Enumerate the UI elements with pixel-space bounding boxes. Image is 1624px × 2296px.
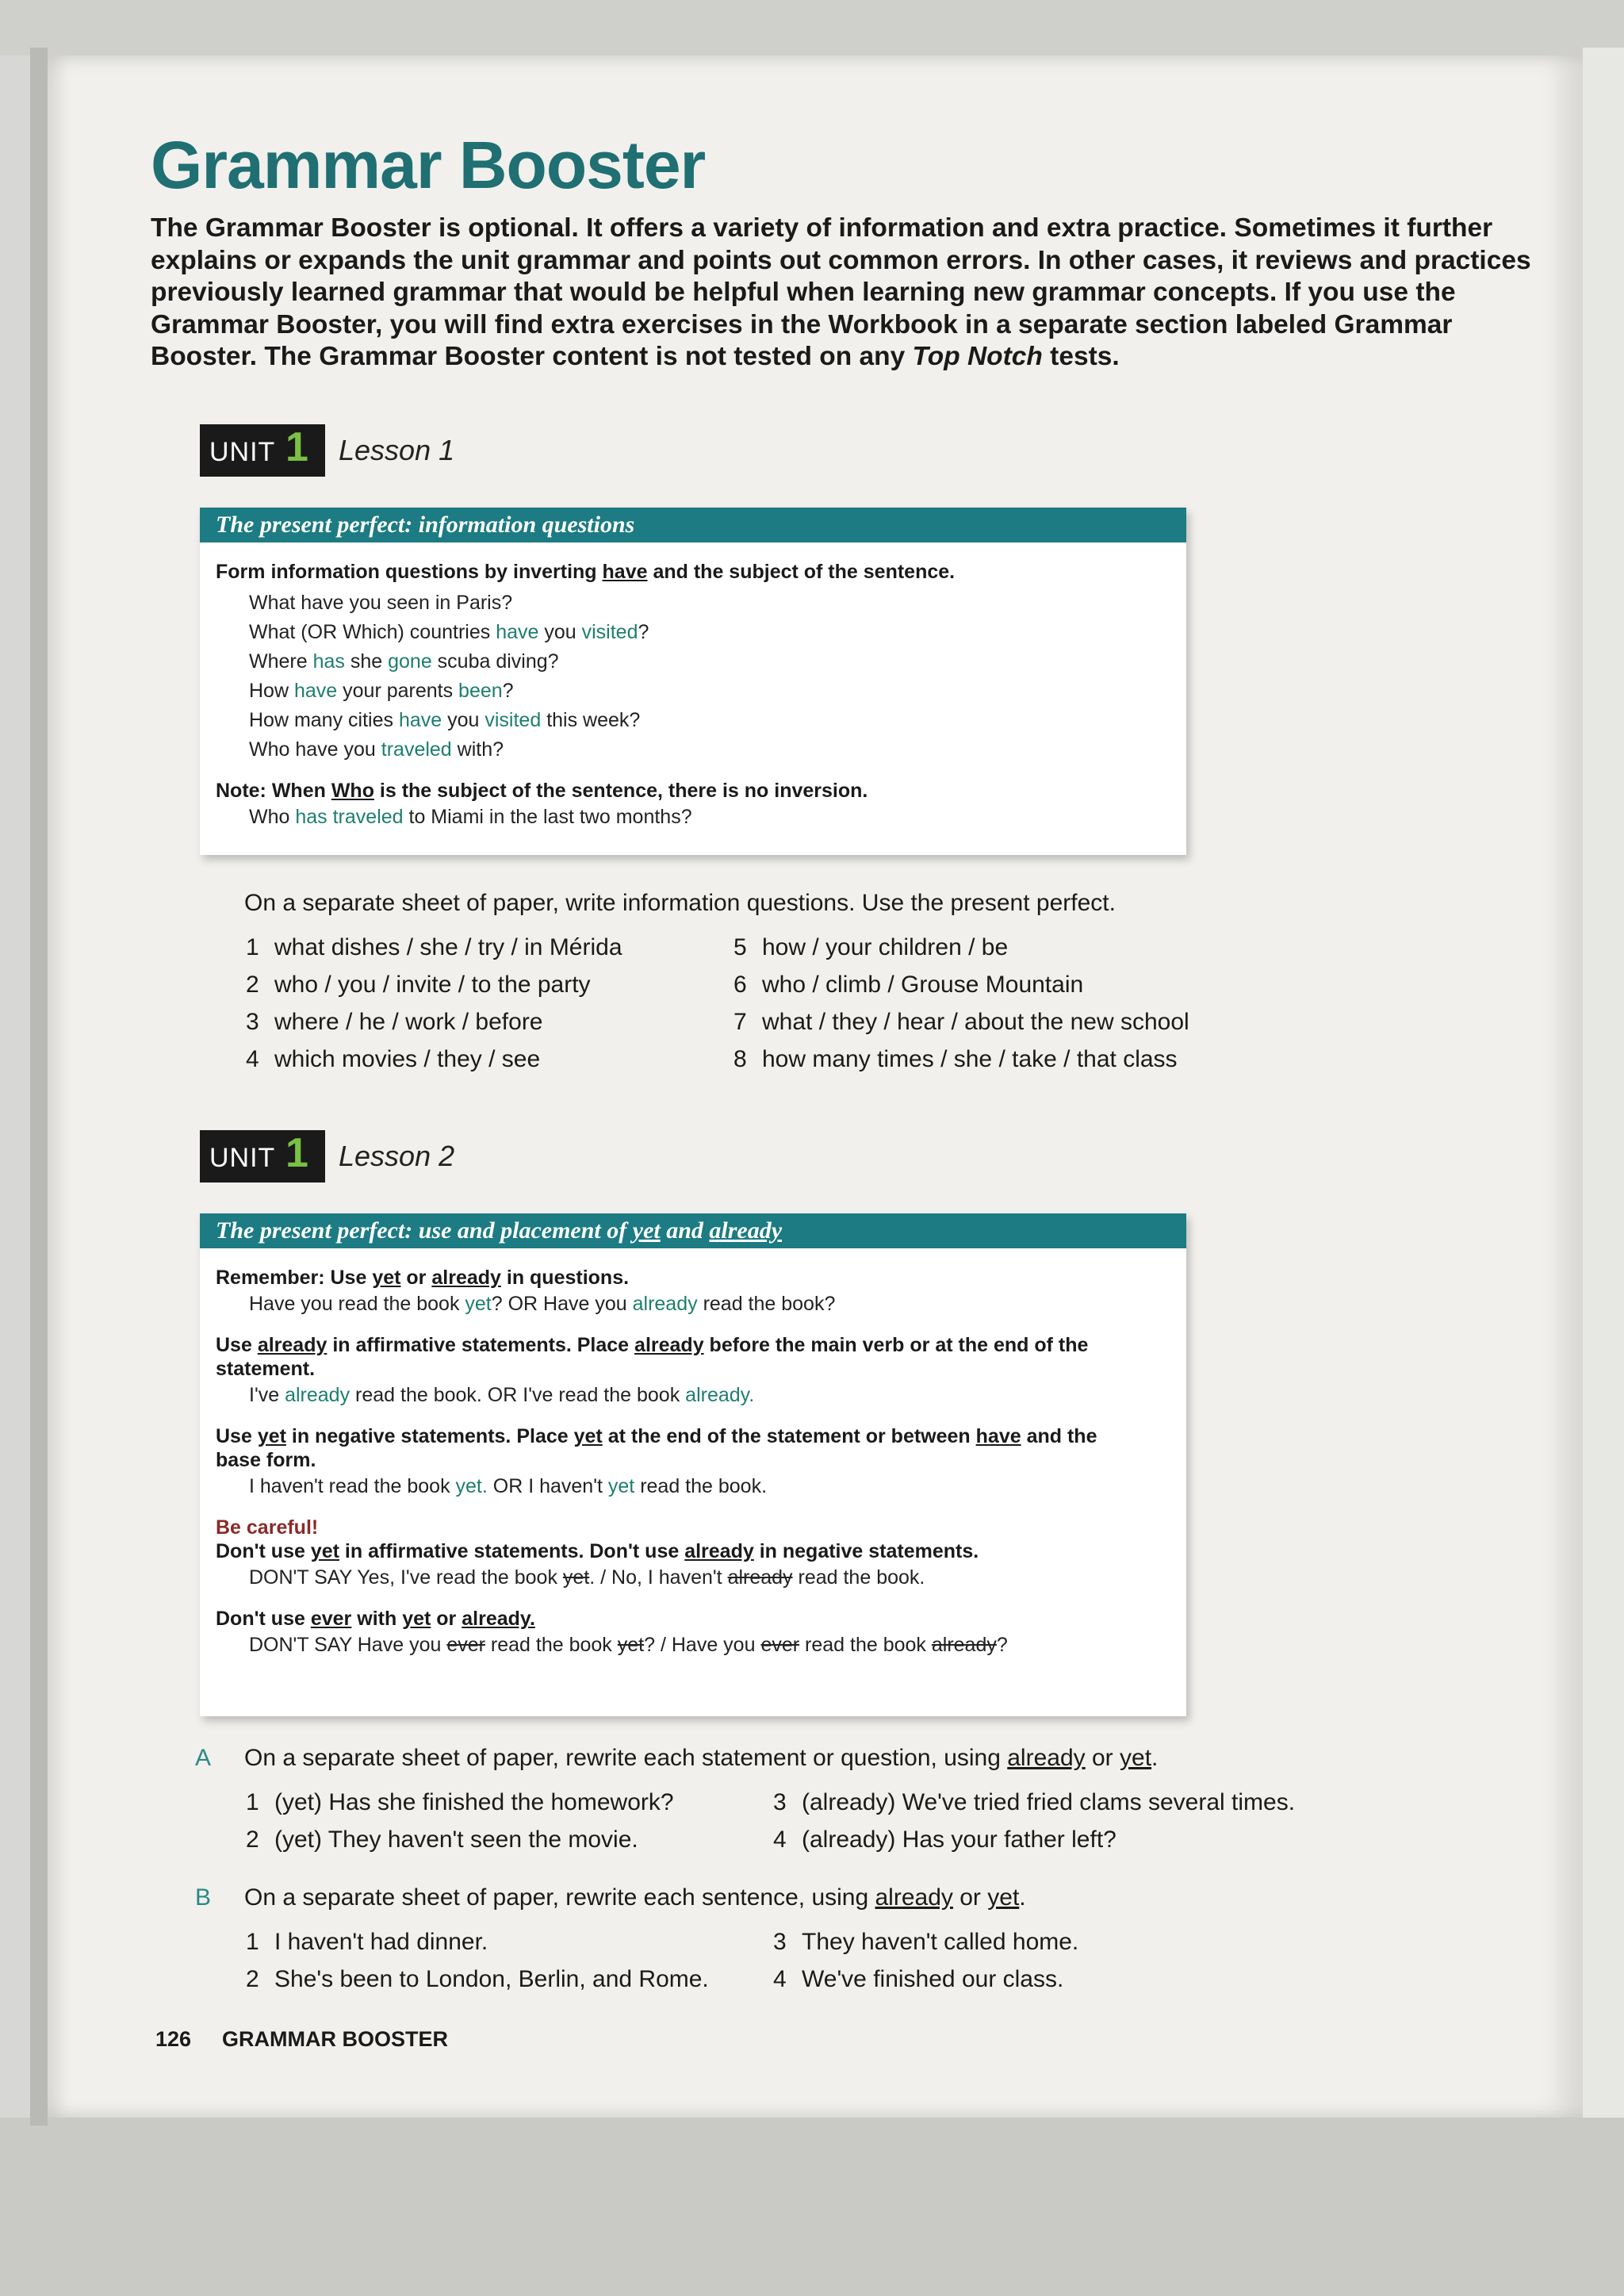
example-text: OR I haven't	[487, 1475, 608, 1497]
item-text: We've finished our class.	[802, 1966, 1064, 1992]
item-text: (yet) Has she finished the homework?	[274, 1789, 674, 1815]
example-text: . / No, I haven't	[589, 1566, 728, 1589]
example	[216, 1290, 1170, 1319]
instruction-keyword: already	[1007, 1745, 1086, 1771]
example-text: read the book	[799, 1634, 932, 1656]
scan-right-margin	[1583, 48, 1624, 2141]
rule-text: and the base form.	[216, 1425, 1097, 1471]
unit-word: UNIT	[209, 1143, 276, 1173]
exercise-item	[733, 1046, 1178, 1073]
example-text: read the book?	[697, 1293, 836, 1315]
exercise-b-instruction	[244, 1884, 1026, 1911]
rule-keyword: already	[257, 1334, 327, 1356]
rule-keyword: yet	[573, 1425, 603, 1447]
example	[216, 706, 1170, 735]
lesson-label: Lesson 1	[339, 434, 455, 466]
item-number: 2	[246, 1826, 259, 1853]
example-text: DON'T SAY Have you	[249, 1634, 447, 1656]
unit-number: 1	[285, 424, 309, 470]
page-binding-edge	[30, 48, 48, 2125]
example-highlight: been	[458, 680, 503, 702]
example-highlight: yet	[465, 1293, 492, 1315]
item-text: (yet) They haven't seen the movie.	[274, 1826, 638, 1853]
item-text: how many times / she / take / that class	[762, 1046, 1178, 1072]
box-title	[200, 1213, 1186, 1248]
instruction-keyword: already	[875, 1884, 953, 1911]
item-text: I haven't had dinner.	[274, 1929, 488, 1955]
rule-remember	[216, 1266, 1170, 1290]
rule-keyword: have	[975, 1425, 1021, 1447]
example	[216, 647, 1170, 677]
example-text: ?	[638, 621, 649, 643]
example-text: you	[538, 621, 582, 643]
rule-text: in affirmative statements. Don't use	[339, 1540, 685, 1562]
rule-keyword: yet	[372, 1267, 401, 1289]
example-text: ?	[996, 1634, 1008, 1656]
rule-keyword: have	[602, 561, 648, 583]
item-number: 3	[773, 1789, 787, 1815]
example-text: she	[344, 650, 389, 673]
rule-already	[216, 1333, 1104, 1381]
example-text: I haven't read the book	[249, 1475, 456, 1497]
note-keyword: Who	[331, 780, 374, 802]
exercise-item	[773, 1966, 1063, 1993]
item-number: 2	[246, 972, 259, 998]
scan-bottom-margin	[0, 2118, 1624, 2296]
example-text: read the book. OR I've read the book	[350, 1384, 686, 1406]
exercise-item	[773, 1789, 1295, 1816]
box-title: The present perfect: information questions	[200, 508, 1186, 542]
rule-text: in negative statements. Place	[285, 1425, 574, 1447]
intro-paragraph	[151, 213, 1546, 374]
example	[216, 677, 1170, 706]
example-struck: ever	[760, 1634, 800, 1656]
example-struck: already	[931, 1634, 997, 1656]
example	[216, 1381, 1170, 1410]
item-text: how / your children / be	[762, 934, 1009, 960]
rule-text: Don't use	[216, 1608, 311, 1630]
exercise-item	[773, 1826, 1116, 1853]
example-highlight: have	[496, 621, 539, 643]
example-highlight: already.	[685, 1384, 755, 1406]
exercise-item	[246, 1966, 709, 1993]
exercise-a-instruction	[244, 1745, 1158, 1772]
grammar-box-yet-already	[200, 1213, 1186, 1716]
item-text: where / he / work / before	[274, 1009, 543, 1035]
box-title-text: The present perfect: use and placement of	[216, 1217, 633, 1244]
rule-keyword: already	[684, 1540, 754, 1562]
item-text: what / they / hear / about the new school	[762, 1009, 1189, 1035]
rule-yet	[216, 1424, 1104, 1472]
instruction-text: On a separate sheet of paper, rewrite each sentence, using	[244, 1884, 875, 1911]
example-text: ? OR Have you	[491, 1293, 633, 1315]
item-text: (already) We've tried fried clams several times.	[802, 1789, 1296, 1815]
instruction-text: or	[952, 1884, 988, 1911]
example-text: I've	[249, 1384, 285, 1406]
example-highlight: yet.	[455, 1475, 488, 1497]
rule-text: before the main verb or at the end of the statement.	[216, 1334, 1089, 1380]
rule-keyword: already.	[462, 1608, 535, 1630]
rule-text: Remember: Use	[216, 1267, 373, 1289]
box-title-keyword: yet	[632, 1217, 661, 1244]
item-text: what dishes / she / try / in Mérida	[274, 934, 622, 960]
example-text: Who have you	[249, 738, 381, 761]
item-text: She's been to London, Berlin, and Rome.	[274, 1966, 709, 1992]
example	[216, 618, 1170, 647]
example-text: your parents	[337, 680, 459, 702]
item-text: who / you / invite / to the party	[274, 972, 591, 998]
note	[216, 779, 1170, 803]
example-text: What (OR Which) countries	[249, 621, 496, 643]
rule-text: Form information questions by inverting	[216, 561, 603, 583]
example-highlight: visited	[485, 709, 542, 731]
footer-title: GRAMMAR BOOSTER	[222, 2027, 448, 2051]
rule-keyword: already	[634, 1334, 704, 1356]
item-number: 2	[246, 1966, 259, 1992]
example-highlight: have	[293, 680, 338, 702]
example-highlight: yet	[607, 1475, 635, 1497]
item-number: 5	[733, 934, 747, 960]
example-text: What have you seen in Paris?	[249, 592, 513, 614]
example-text: Who	[249, 806, 296, 828]
be-careful-label: Be careful!	[216, 1516, 319, 1539]
rule-ever	[216, 1607, 1170, 1631]
box-title-keyword: already	[709, 1217, 783, 1244]
exercise-item	[246, 934, 622, 961]
scan-top-margin	[0, 0, 1624, 56]
item-number: 4	[773, 1826, 787, 1853]
grammar-box-information-questions	[200, 508, 1186, 855]
item-text: which movies / they / see	[274, 1046, 541, 1072]
example-text: read the book.	[792, 1566, 925, 1589]
example-highlight: has traveled	[295, 806, 404, 828]
item-number: 3	[246, 1009, 259, 1035]
example-text: you	[442, 709, 485, 731]
example-text: How	[249, 680, 294, 702]
box-body	[200, 1248, 1186, 1673]
rule-keyword: ever	[310, 1608, 352, 1630]
instruction-text: On a separate sheet of paper, rewrite each statement or question, using	[244, 1745, 1008, 1771]
instruction-keyword: yet	[1120, 1745, 1152, 1771]
example-highlight: already	[285, 1384, 350, 1406]
example-text: ?	[502, 680, 514, 702]
exercise-item	[246, 1826, 638, 1853]
rule-text: in affirmative statements. Place	[327, 1334, 635, 1356]
note-text: Note: When	[216, 780, 331, 802]
rule-keyword: yet	[402, 1608, 431, 1630]
item-number: 1	[246, 1789, 259, 1815]
example-highlight: traveled	[381, 738, 452, 761]
example-struck: ever	[446, 1634, 485, 1656]
rule-text: Use	[216, 1334, 258, 1356]
exercise-letter-b: B	[195, 1884, 212, 1911]
example-text: read the book.	[634, 1475, 768, 1497]
example-text: with?	[451, 738, 504, 761]
unit-badge	[200, 1130, 325, 1182]
instruction-text: .	[1019, 1884, 1026, 1911]
rule-caution	[216, 1539, 1170, 1563]
example-struck: yet	[562, 1566, 590, 1589]
exercise-instruction: On a separate sheet of paper, write information questions. Use the present perfect.	[244, 890, 1116, 916]
exercise-item	[733, 934, 1008, 961]
rule-keyword: yet	[310, 1540, 339, 1562]
exercise-item	[246, 1046, 540, 1073]
rule-text: Use	[216, 1425, 258, 1447]
example-text: ? / Have you	[644, 1634, 761, 1656]
item-number: 4	[773, 1966, 787, 1992]
exercise-item	[246, 1009, 543, 1036]
note-text: is the subject of the sentence, there is no inversion.	[373, 780, 868, 802]
example-text: How many cities	[249, 709, 399, 731]
example-highlight: have	[398, 709, 442, 731]
example	[216, 1472, 1170, 1501]
rule-text: Don't use	[216, 1540, 311, 1562]
example-text: Where	[249, 650, 313, 673]
exercise-item	[246, 972, 591, 999]
exercise-item	[246, 1929, 488, 1956]
item-number: 1	[246, 934, 259, 960]
rule-text: and the subject of the sentence.	[647, 561, 956, 583]
instruction-text: .	[1151, 1745, 1159, 1771]
item-number: 7	[733, 1009, 747, 1035]
example	[216, 735, 1170, 765]
unit-badge	[200, 424, 325, 477]
rule-text: or	[431, 1608, 462, 1630]
example	[216, 1631, 1170, 1660]
item-number: 4	[246, 1046, 259, 1072]
example	[216, 1563, 1170, 1593]
example-text: to Miami in the last two months?	[403, 806, 692, 828]
rule-text: in negative statements.	[753, 1540, 979, 1562]
exercise-item	[733, 1009, 1189, 1036]
exercise-item	[773, 1929, 1078, 1956]
page-title: Grammar Booster	[151, 128, 706, 202]
item-number: 3	[773, 1929, 787, 1955]
example-struck: yet	[617, 1634, 645, 1656]
example	[216, 588, 1170, 618]
unit-number: 1	[285, 1130, 309, 1176]
rule-text: in questions.	[500, 1267, 630, 1289]
example-text: read the book	[485, 1634, 618, 1656]
rule-keyword: already	[431, 1267, 501, 1289]
example-text: this week?	[541, 709, 641, 731]
example-highlight: gone	[388, 650, 432, 673]
instruction-text: or	[1085, 1745, 1120, 1771]
item-number: 6	[733, 972, 747, 998]
example-struck: already	[727, 1566, 793, 1589]
instruction-keyword: yet	[987, 1884, 1020, 1911]
box-title-text: and	[660, 1217, 710, 1244]
exercise-letter-a: A	[195, 1745, 212, 1771]
intro-text-end: tests.	[1042, 342, 1120, 371]
example-text: DON'T SAY Yes, I've read the book	[249, 1566, 563, 1589]
example-highlight: visited	[581, 621, 638, 643]
rule	[216, 560, 1170, 584]
example-highlight: has	[312, 650, 345, 673]
item-text: (already) Has your father left?	[802, 1826, 1116, 1853]
exercise-item	[246, 1789, 674, 1816]
example-text: scuba diving?	[431, 650, 559, 673]
rule-text: at the end of the statement or between	[602, 1425, 976, 1447]
box-body	[200, 542, 1186, 845]
rule-text: or	[400, 1267, 432, 1289]
rule-keyword: yet	[257, 1425, 286, 1447]
item-text: They haven't called home.	[802, 1929, 1079, 1955]
example-highlight: already	[632, 1293, 698, 1315]
item-number: 8	[733, 1046, 747, 1072]
rule-text: with	[351, 1608, 403, 1630]
unit-word: UNIT	[209, 437, 276, 467]
page-number: 126	[155, 2027, 192, 2051]
intro-italic: Top Notch	[912, 342, 1043, 371]
item-text: who / climb / Grouse Mountain	[762, 972, 1084, 998]
note-example	[216, 803, 1170, 832]
exercise-item	[733, 972, 1083, 999]
lesson-label: Lesson 2	[339, 1140, 455, 1172]
item-number: 1	[246, 1929, 259, 1955]
example-text: Have you read the book	[249, 1293, 465, 1315]
intro-text: The Grammar Booster is optional. It offers a variety of information and extra practice. Sometimes it further explains or expands the unit grammar and points out common errors. In other cases, it reviews and practices previously learned grammar that would be helpful when learning new grammar concepts. If you use the Grammar Booster, you will find extra exercises in the Workbook in a separate section labeled Grammar Booster. The Grammar Booster content is not tested on any	[151, 213, 1531, 371]
